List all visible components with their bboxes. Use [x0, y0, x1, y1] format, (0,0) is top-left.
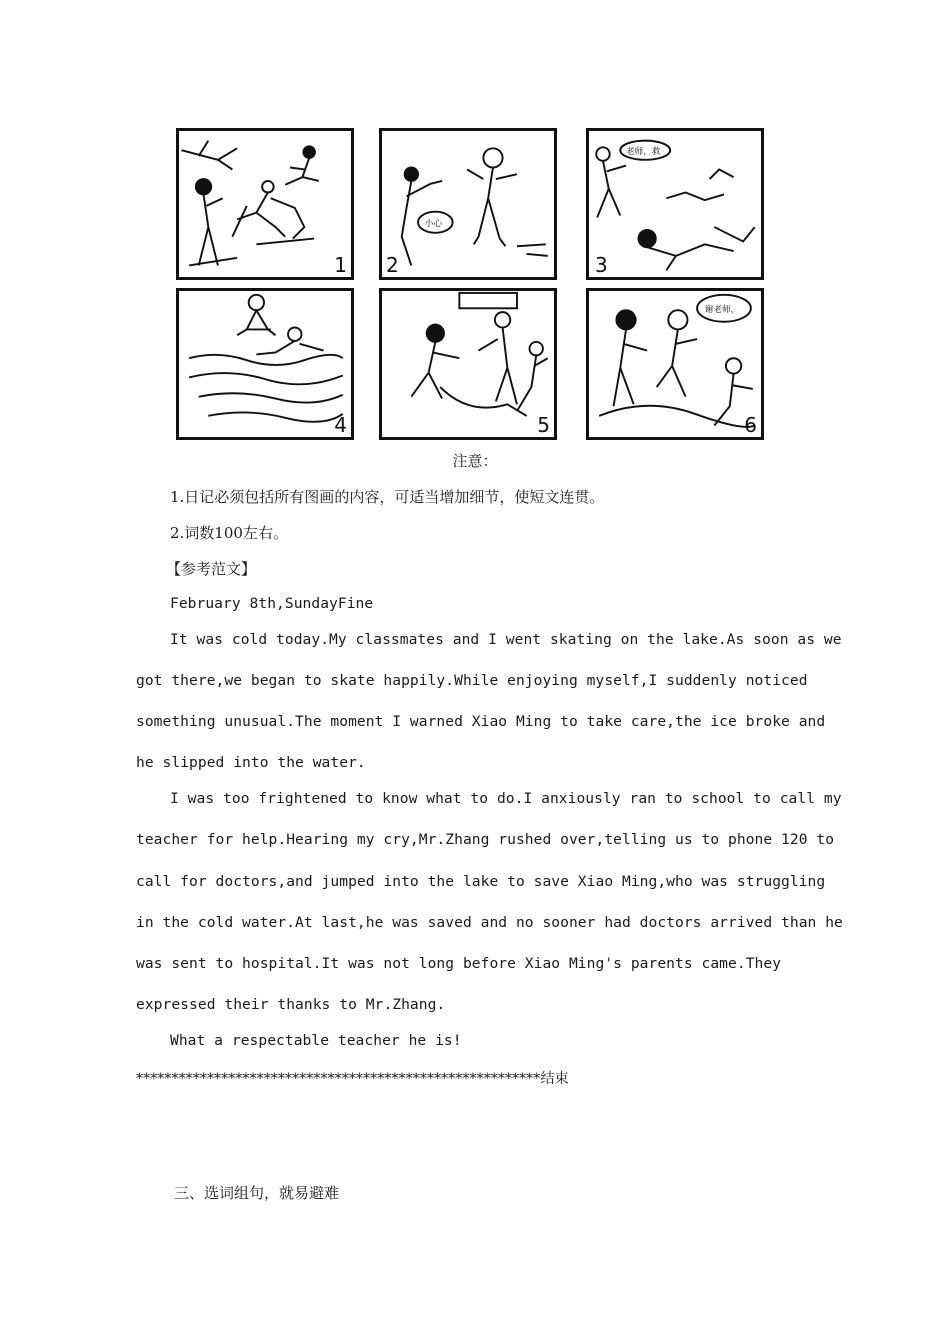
- panel-number: 5: [537, 413, 550, 437]
- essay-line: something unusual.The moment I warned Xiao Ming to take care,the ice broke and: [136, 713, 826, 730]
- panel-number: 4: [334, 413, 347, 437]
- comic-panel-3: [586, 128, 764, 280]
- date-line: February 8th,SundayFine: [170, 595, 374, 612]
- comic-panel-2: [379, 128, 557, 280]
- comic-panel-1: [176, 128, 354, 280]
- ice-breaking-icon: [589, 131, 761, 277]
- essay-line: was sent to hospital.It was not long before Xiao Ming's parents came.They: [136, 955, 782, 972]
- essay-line: in the cold water.At last,he was saved and no sooner had doctors arrived than he: [136, 914, 843, 931]
- comic-panel-4: [176, 288, 354, 440]
- panel-number: 1: [334, 253, 347, 277]
- essay-line: expressed their thanks to Mr.Zhang.: [136, 996, 446, 1013]
- ice-warning-sign-icon: [382, 131, 554, 277]
- note-2: 2.词数100左右。: [170, 524, 288, 542]
- drowning-rescue-icon: [179, 291, 351, 437]
- essay-line: It was cold today.My classmates and I went skating on the lake.As soon as we: [170, 631, 842, 648]
- teacher-rescue-icon: [382, 291, 554, 437]
- skating-scene-icon: [179, 131, 351, 277]
- essay-line: What a respectable teacher he is!: [170, 1032, 462, 1049]
- reference-heading: 【参考范文】: [166, 560, 257, 578]
- essay-line: got there,we began to skate happily.While enjoying myself,I suddenly noticed: [136, 672, 808, 689]
- comic-panel-6: [586, 288, 764, 440]
- end-marker: *********************************************************结束: [136, 1071, 569, 1087]
- panel-number: 2: [386, 253, 399, 277]
- svg-text:小心: 小心: [424, 219, 443, 230]
- caption: 注意：: [452, 452, 498, 470]
- essay-line: teacher for help.Hearing my cry,Mr.Zhang rushed over,telling us to phone 120 to: [136, 831, 835, 848]
- svg-text:老师，救: 老师，救: [626, 147, 661, 158]
- svg-text:谢老师，: 谢老师，: [704, 305, 740, 316]
- section-heading: 三、选词组句，就易避难: [174, 1184, 340, 1202]
- note-1: 1.日记必须包括所有图画的内容，可适当增加细节，使短文连贯。: [170, 488, 605, 506]
- essay-line: I was too frightened to know what to do.I anxiously ran to school to call my: [170, 790, 842, 807]
- hospital-scene-icon: [589, 291, 761, 437]
- comic-panel-5: [379, 288, 557, 440]
- essay-line: call for doctors,and jumped into the lake to save Xiao Ming,who was struggling: [136, 873, 826, 890]
- comic-strip: [176, 128, 768, 442]
- panel-number: 3: [595, 253, 608, 277]
- essay-line: he slipped into the water.: [136, 754, 366, 771]
- panel-number: 6: [744, 413, 757, 437]
